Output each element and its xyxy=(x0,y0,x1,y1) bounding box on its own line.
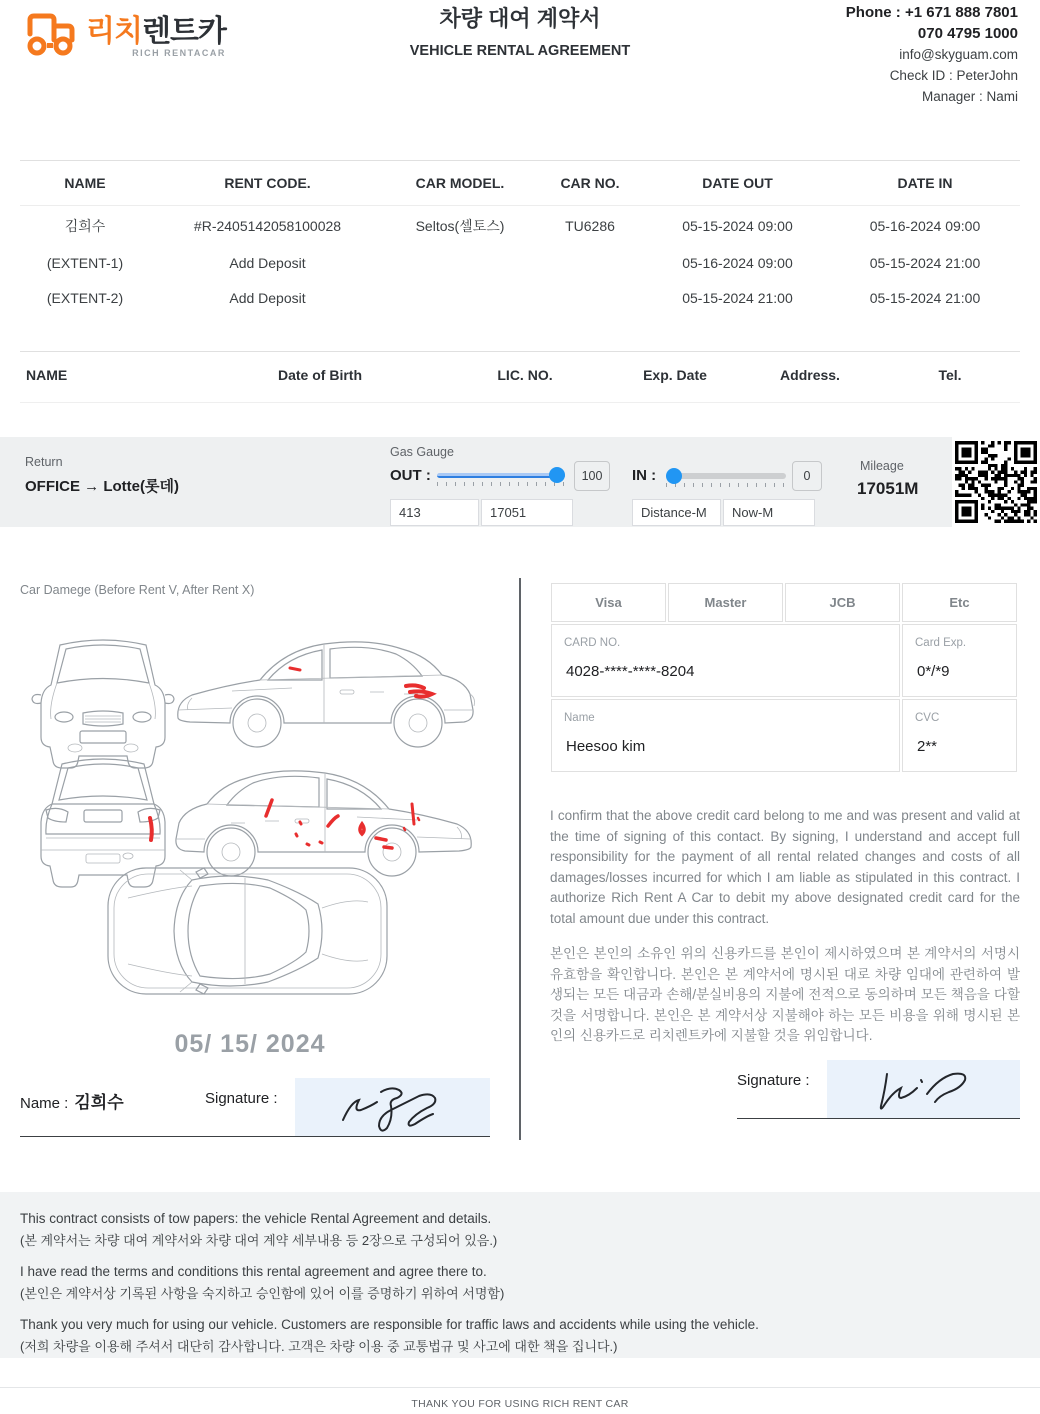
now-out-input[interactable] xyxy=(481,499,573,526)
cell-extent1-in: 05-15-2024 21:00 xyxy=(869,255,981,271)
truck-logo-icon xyxy=(20,6,82,62)
brand-logo xyxy=(20,6,226,62)
table-row xyxy=(20,206,1020,245)
phone-number-2: 070 4795 1000 xyxy=(917,25,1018,42)
confirmation-text-english: I confirm that the above credit card belong to me and was present and valid at the time of signing of this contact. By signing, I understand and accept full responsibility for the payment of all rental related changes and costs of all damages/losses incurred for which I am liable as stipulated in this contract. I authorize Rich Rent A Car to debit my above designated credit card for the total amount due under this contract. xyxy=(550,808,1020,926)
email-address: info@skyguam.com xyxy=(899,47,1018,62)
now-in-input[interactable] xyxy=(723,499,815,526)
col-rent-code: RENT CODE. xyxy=(224,175,311,191)
mileage-label: Mileage xyxy=(860,459,904,473)
driver-table-header-row xyxy=(20,352,1020,398)
card-type-jcb[interactable]: JCB xyxy=(785,583,900,622)
cell-extent2: (EXTENT-2) xyxy=(46,290,124,306)
col-tel: Tel. xyxy=(938,367,962,383)
footer-note-2-en: I have read the terms and conditions this rental agreement and agree there to. xyxy=(20,1264,487,1279)
table-row xyxy=(20,245,1020,280)
col-date-in: DATE IN xyxy=(897,175,953,191)
footer-note-3-en: Thank you very much for using our vehicle. Customers are responsible for traffic laws and accidents while using the vehicle. xyxy=(20,1317,759,1332)
gas-out-label: OUT : xyxy=(390,467,431,484)
card-cvc-value: 2** xyxy=(917,738,938,755)
qr-code xyxy=(952,437,1040,527)
col-address: Address. xyxy=(780,367,840,383)
footer-note-3-kr: (저희 차량을 이용해 주셔서 대단히 감사합니다. 고객은 차량 이용 중 교통법규 및 사고에 대한 책을 집니다.) xyxy=(20,1339,618,1354)
contract-date: 05/ 15/ 2024 xyxy=(174,1030,326,1058)
logo-text-rich: 리치 xyxy=(86,15,142,48)
cell-date-out: 05-15-2024 09:00 xyxy=(682,218,793,234)
renter-signature-label: Signature : xyxy=(205,1090,278,1107)
col-exp-date: Exp. Date xyxy=(643,367,707,383)
card-type-master[interactable]: Master xyxy=(668,583,783,622)
cell-rent-code: #R-2405142058100028 xyxy=(193,218,342,234)
section-divider xyxy=(519,578,521,1140)
cell-extent2-type: Add Deposit xyxy=(229,290,306,306)
footer-note-1-en: This contract consists of tow papers: the vehicle Rental Agreement and details. xyxy=(20,1211,492,1226)
card-no-label: CARD NO. xyxy=(564,637,621,649)
credit-card-table xyxy=(549,581,1019,774)
page-title-korean: 차량 대여 계약서 xyxy=(439,6,601,31)
gas-out-slider[interactable] xyxy=(437,473,565,486)
cell-renter-name: 김희수 xyxy=(64,218,106,234)
renter-signature-pad[interactable] xyxy=(295,1078,490,1136)
col-dob: Date of Birth xyxy=(278,367,362,383)
holder-signature-label: Signature : xyxy=(737,1072,810,1089)
divider xyxy=(20,402,1020,403)
page-title-english: VEHICLE RENTAL AGREEMENT xyxy=(409,43,631,59)
car-damage-label: Car Damege (Before Rent V, After Rent X) xyxy=(20,583,255,597)
driver-table xyxy=(20,352,1020,398)
card-holder-value: Heesoo kim xyxy=(566,738,646,755)
holder-signature-icon xyxy=(827,1060,1020,1118)
col-driver-name: NAME xyxy=(26,367,68,383)
card-type-row xyxy=(551,583,1017,622)
card-holder-label: Name xyxy=(564,712,595,724)
gas-in-label: IN : xyxy=(632,467,657,484)
rental-table xyxy=(20,161,1020,315)
card-exp-label: Card Exp. xyxy=(915,637,967,649)
card-type-visa[interactable]: Visa xyxy=(551,583,666,622)
card-exp-value: 0*/*9 xyxy=(917,663,950,680)
renter-signature-icon xyxy=(295,1078,490,1136)
cell-extent2-in: 05-15-2024 21:00 xyxy=(869,290,981,306)
cell-date-in: 05-16-2024 09:00 xyxy=(869,218,981,234)
cell-extent1-out: 05-16-2024 09:00 xyxy=(682,255,793,271)
car-side-view-right-diagram xyxy=(172,618,477,768)
card-type-etc[interactable]: Etc xyxy=(902,583,1017,622)
gas-in-value[interactable]: 0 xyxy=(792,461,822,491)
cell-car-no: TU6286 xyxy=(565,218,615,234)
gas-gauge-label: Gas Gauge xyxy=(390,445,454,459)
gauge-band xyxy=(0,437,1040,527)
logo-text-rentcar: 렌트카 xyxy=(141,15,226,48)
footer-notes xyxy=(0,1192,1040,1358)
mileage-value: 17051M xyxy=(857,479,919,498)
col-car-no: CAR NO. xyxy=(560,175,620,191)
logo-subtitle: RICH RENTACAR xyxy=(132,48,226,58)
col-date-out: DATE OUT xyxy=(702,175,773,191)
gas-out-value[interactable]: 100 xyxy=(574,461,610,491)
phone-number-1: Phone : +1 671 888 7801 xyxy=(845,4,1018,21)
holder-signature-pad[interactable] xyxy=(827,1060,1020,1118)
card-cvc-label: CVC xyxy=(915,712,940,724)
manager-name: Manager : Nami xyxy=(921,89,1018,104)
contact-info xyxy=(758,2,1018,107)
check-id: Check ID : PeterJohn xyxy=(889,68,1018,83)
car-top-view-diagram xyxy=(100,858,395,1008)
col-car-model: CAR MODEL. xyxy=(415,175,505,191)
renter-name-value: 김희수 xyxy=(74,1093,124,1112)
rental-table-header-row xyxy=(20,161,1020,205)
renter-signature-line xyxy=(20,1136,490,1137)
confirmation-text-korean: 본인은 본인의 소유인 위의 신용카드를 본인이 제시하였으며 본 계약서의 서명시 유효함을 확인합니다. 본인은 본 계약서에 명시된 대로 차량 임대에 관련하여 발생되는 모든 대금과 손해/분실비용의 지불에 전적으로 동의하며 모든 책음을 다할 것을 서명합니다. 본인은 본 계약서상 지불해야 하는 모든 비용을 위해 명시된 본인의 신용카드로 리치렌트카에 지불할 것을 위임합니다. xyxy=(550,946,1020,1043)
col-name: NAME xyxy=(64,175,106,191)
footer-note-1-kr: (본 계약서는 차량 대여 계약서와 차량 대여 계약 세부내용 등 2장으로 구성되어 있음.) xyxy=(20,1233,498,1248)
gas-in-slider[interactable] xyxy=(666,473,786,487)
footer-thanks: THANK YOU FOR USING RICH RENT CAR xyxy=(411,1398,629,1410)
col-lic-no: LIC. NO. xyxy=(497,367,553,383)
divider xyxy=(0,1387,1040,1388)
distance-in-input[interactable] xyxy=(632,499,721,526)
return-label: Return xyxy=(25,455,63,469)
cell-car-model: Seltos(셀토스) xyxy=(415,218,505,234)
table-row xyxy=(20,280,1020,315)
cell-extent1: (EXTENT-1) xyxy=(46,255,124,271)
card-number-row xyxy=(551,624,1017,697)
cell-extent1-type: Add Deposit xyxy=(229,255,306,271)
renter-name-label: Name : xyxy=(20,1095,69,1112)
card-name-row xyxy=(551,699,1017,772)
footer-note-2-kr: (본인은 계약서상 기록된 사항을 숙지하고 승인함에 있어 이를 증명하기 위하여 서명함) xyxy=(20,1286,505,1301)
return-route: OFFICE → Lotte(롯데) xyxy=(25,478,179,495)
gas-in-slider-handle[interactable] xyxy=(666,468,682,484)
distance-out-input[interactable] xyxy=(390,499,479,526)
cell-extent2-out: 05-15-2024 21:00 xyxy=(682,290,793,306)
card-no-value: 4028-****-****-8204 xyxy=(566,663,695,680)
holder-signature-line xyxy=(737,1118,1020,1119)
gas-out-slider-handle[interactable] xyxy=(549,467,565,483)
